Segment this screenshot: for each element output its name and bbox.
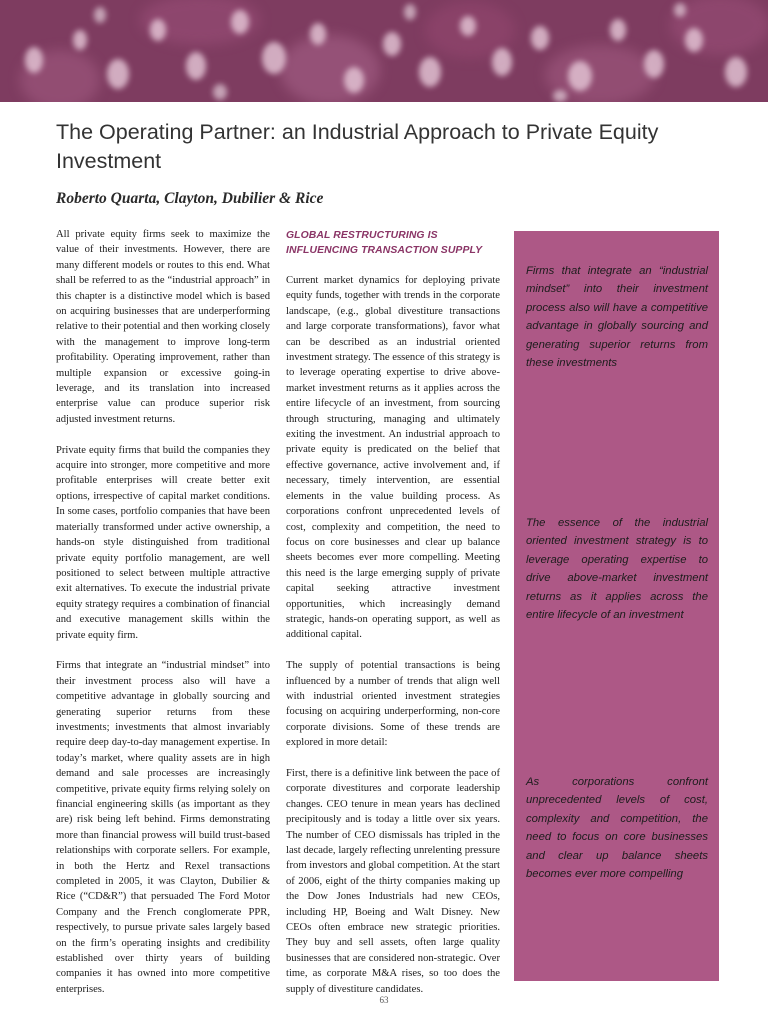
page-number: 63 xyxy=(379,995,389,1005)
middle-paragraph: The supply of potential transactions is being influenced by a number of trends that align well with industrial oriented investment strategies focusing on acquiring underperforming, non-core corporate divisions. Some of these trends are explored in more detail: xyxy=(286,660,500,749)
pull-quote: As corporations confront unprecedented levels of cost, complexity and competition, the need to focus on core businesses and clear up balance sheets becomes ever more compelling xyxy=(526,776,708,881)
middle-paragraph: First, there is a definitive link between the pace of corporate divestitures and corporate leadership changes. CEO tenure in mean years has declined precipitously and is today a little over six years. The number of CEO dismissals has tripled in the last decade, largely reflecting unrelenting pressure from investors and global competition. At the start of 2006, eight of the thirty companies making up the Dow Jones Industrials had new CEOs, including HP, Boeing and Walt Disney. New CEOs often embrace new strategic priorities. They buy and sell assets, often large quality businesses that are considered non-strategic. Over time, as corporate M&A rises, so too does the supply of divestiture candidates. xyxy=(286,767,500,995)
left-paragraph: Firms that integrate an “industrial mindset” into their investment process also will have a competitive advantage in globally sourcing and generating superior returns from these investments; investments that almost invariably require deep day-to-day management expertise. In today’s market, where quality assets are in high demand and sale processes are increasingly competitive, private equity firms relying solely on financial engineering skills (as important as they are) risk being left behind. Firms demonstrating more than financial prowess will build trust-based relationships with corporate sellers. For example, in both the Hertz and Rexel transactions completed in 2005, it was Clayton, Dubilier & Rice (“CD&R”) that persuaded The Ford Motor Company and the French conglomerate PPR, respectively, to pursue private sales largely based on the firm’s operating insights and credibility established over thirty years of building companies it has owned into more competitive enterprises. xyxy=(56,660,270,995)
left-paragraph: Private equity firms that build the companies they acquire into stronger, more competitive and more profitable enterprises will create better exit options, irrespective of capital market conditions. In some cases, portfolio companies that have been materially transformed under active ownership, a hands-on style distinguished from traditional private equity portfolio management, are well positioned to select between multiple attractive exit alternatives. To execute the industrial private equity strategy requires a combination of financial and executive management skills within the private equity firm. xyxy=(56,444,270,641)
pull-quote: Firms that integrate an “industrial mindset” into their investment process also will have a competitive advantage in globally sourcing and generating superior returns from these investments xyxy=(526,265,708,370)
middle-paragraph: Current market dynamics for deploying private equity funds, together with trends in the corporate landscape, (e.g., global divestiture transactions and large corporate transformations), favor what can be described as an industrial oriented investment strategy. The essence of this strategy is to leverage operating expertise to drive above-market investment returns as it applies across the entire lifecycle of an investment, from sourcing through structuring, managing and ultimately exiting the investment. An industrial approach to private equity is predicated on the belief that effective governance, active involvement and, if necessary, timely intervention, are essential elements in the value building process. As corporations confront unprecedented levels of cost, complexity and competition, the need to focus on core businesses and clear up balance sheets becomes ever more compelling. Meeting this need is the large emerging supply of private capital seeking attractive investment opportunities, which increasingly demand strategic, hands-on operating support, as well as additional capital. xyxy=(286,275,500,641)
article-authors: Roberto Quarta, Clayton, Dubilier & Rice xyxy=(56,190,324,207)
left-paragraph: All private equity firms seek to maximize the value of their investments. However, there are many different models or routes to this end. What shall be referred to as the “industrial approach” in this chapter is a distinctive model which is based on acquiring businesses that are underperforming relative to their potential and then working closely with the management to improve long-term profitability. Operating improvement, rather than multiple expansion or excessive going-in leverage, and its translation into increased enterprise value can produce superior risk adjusted investment returns. xyxy=(56,229,270,425)
article-title: The Operating Partner: an Industrial Approach to Private Equity Investment xyxy=(56,120,659,173)
section-heading: GLOBAL RESTRUCTURING IS INFLUENCING TRANSACTION SUPPLY xyxy=(286,230,483,256)
header-banner-photo xyxy=(0,0,768,102)
pull-quote-sidebar xyxy=(514,231,719,981)
banner-crowd-image xyxy=(0,0,768,102)
pull-quote: The essence of the industrial oriented investment strategy is to leverage operating expertise to drive above-market investment returns as it applies across the entire lifecycle of an investment xyxy=(526,517,708,622)
middle-text-column xyxy=(286,273,500,1012)
left-text-column xyxy=(56,227,270,1013)
